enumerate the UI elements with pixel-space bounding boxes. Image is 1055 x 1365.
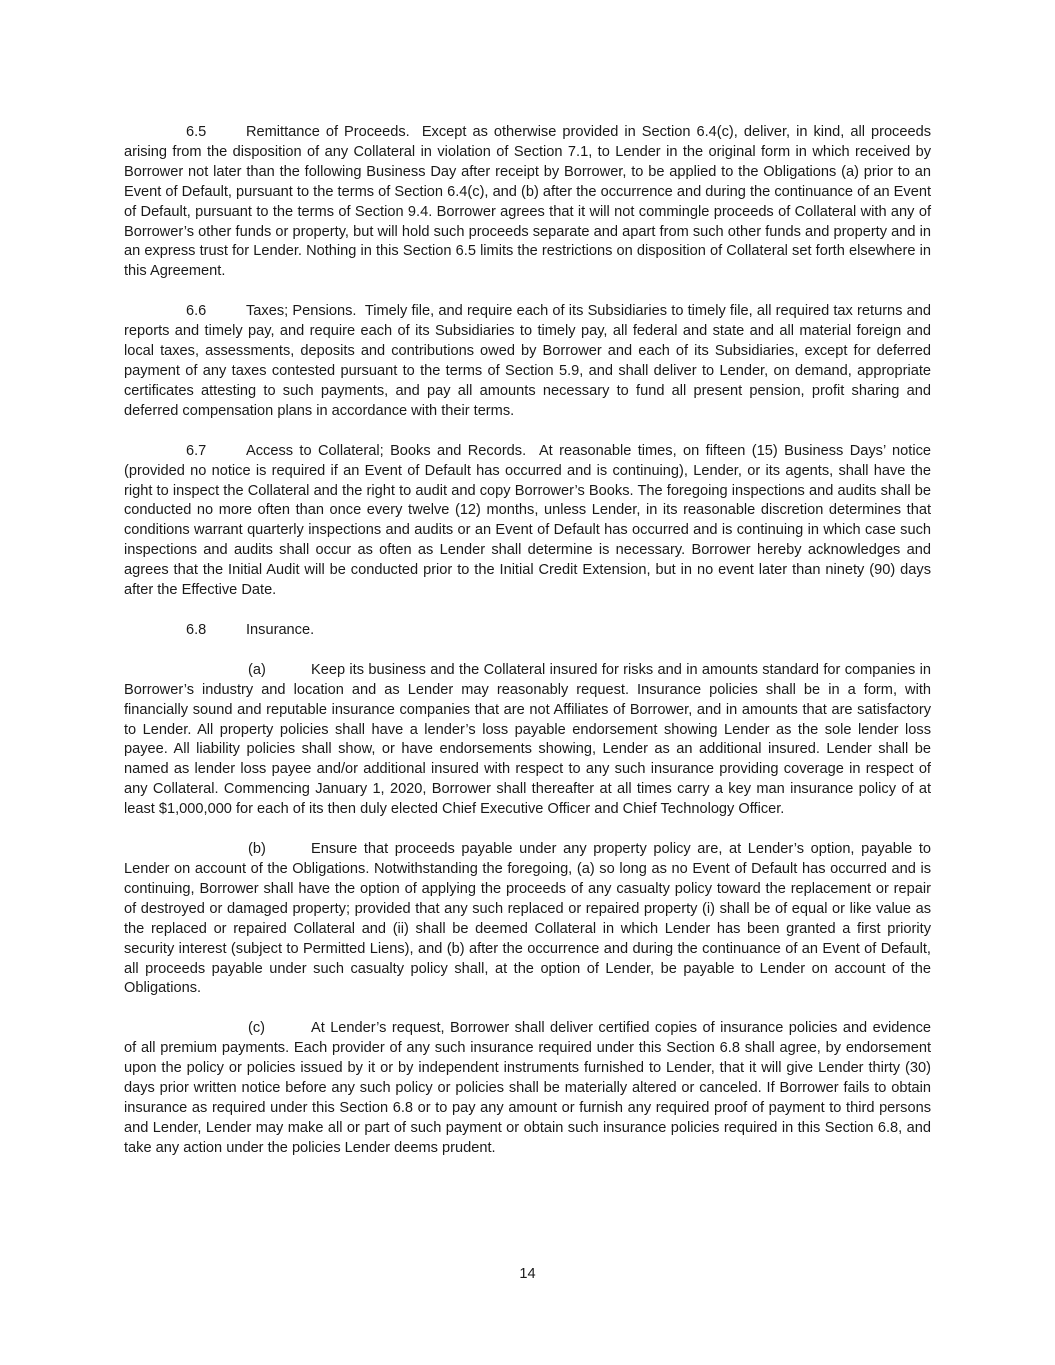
section-number: 6.8 [186, 621, 207, 638]
section-body: At reasonable times, on fifteen (15) Business Days’ notice (provided no notice is required if an Event of Default has occurred and is continuing), Lender, or its agents, shall have the right to inspect the Collateral and the right to audit and copy Borrower’s Books. The foregoing inspections and audits shall be conducted no more often than once every twelve (12) months, unless Lender, in its reasonable discretion determines that conditions warrant quarterly inspections and audits or an Event of Default has occurred and is continuing in which case such inspections and audits shall occur as often as Lender shall determine is necessary. Borrower hereby acknowledges and agrees that the Initial Audit will be conducted prior to the Initial Credit Extension, but in no event later than ninety (90) days after the Effective Date. [124, 442, 931, 599]
page-number: 14 [519, 1266, 536, 1282]
subsection-b [124, 840, 931, 999]
section-heading: Insurance. [246, 621, 315, 638]
section-heading: Taxes; Pensions. [246, 303, 357, 320]
document-page [124, 123, 931, 1179]
subsection-body: Keep its business and the Collateral insured for risks and in amounts standard for companies in Borrower’s industry and location and as Lender may reasonably request. Insurance policies shall be in a form, with financially sound and reputable insurance companies that are not Affiliates of Borrower, and in amounts that are satisfactory to Lender. All property policies shall have a lender’s loss payable endorsement showing Lender as the sole lender loss payee. All liability policies shall show, or have endorsements showing, Lender as an additional insured. Lender shall be named as lender loss payee and/or additional insured with respect to any such insurance providing coverage in respect of any Collateral. Commencing January 1, 2020, Borrower shall thereafter at all times carry a key man insurance policy of at least $1,000,000 for each of its then duly elected Chief Executive Officer and Chief Technology Officer. [124, 661, 931, 818]
section-6-5 [124, 123, 931, 282]
section-heading: Access to Collateral; Books and Records. [246, 442, 527, 459]
section-6-6 [124, 302, 931, 421]
subsection-letter: (b) [248, 841, 266, 858]
subsection-letter: (a) [248, 661, 266, 678]
subsection-a [124, 661, 931, 820]
subsection-c [124, 1019, 931, 1158]
section-number: 6.7 [186, 442, 207, 459]
section-number: 6.5 [186, 124, 207, 140]
section-6-8 [124, 621, 931, 641]
section-body: Except as otherwise provided in Section 6.4(c), deliver, in kind, all proceeds arising from the disposition of any Collateral in violation of Section 7.1, to Lender in the original form in which received by Borrower not later than the following Business Day after receipt by Borrower, to be applied to the Obligations (a) prior to an Event of Default, pursuant to the terms of Section 6.4(c), and (b) after the occurrence and during the continuance of an Event of Default, pursuant to the terms of Section 9.4. Borrower agrees that it will not commingle proceeds of Collateral with any of Borrower’s other funds or property, but will hold such proceeds separate and apart from such other funds and property and in an express trust for Lender. Nothing in this Section 6.5 limits the restrictions on disposition of Collateral set forth elsewhere in this Agreement. [124, 124, 932, 280]
subsection-letter: (c) [248, 1020, 266, 1037]
section-heading: Remittance of Proceeds. [246, 124, 410, 140]
section-6-7 [124, 442, 931, 601]
subsection-body: Ensure that proceeds payable under any property policy are, at Lender’s option, payable to Lender on account of the Obligations. Notwithstanding the foregoing, (a) so long as no Event of Default has occurred and is continuing, Borrower shall have the option of applying the proceeds of any casualty policy toward the replacement or repair of destroyed or damaged property; provided that any such replaced or repaired property (i) shall be of equal or like value as the replaced or repaired Collateral and (ii) shall be deemed Collateral in which Lender has been granted a first priority security interest (subject to Permitted Liens), and (b) after the occurrence and during the continuance of an Event of Default, all proceeds payable under such casualty policy shall, at the option of Lender, be payable to Lender on account of the Obligations. [124, 841, 931, 997]
subsection-body: At Lender’s request, Borrower shall deliver certified copies of insurance policies and evidence of all premium payments. Each provider of any such insurance required under this Section 6.8 shall agree, by endorsement upon the policy or policies issued by it or by independent instruments furnished to Lender, that it will give Lender thirty (30) days prior written notice before any such policy or policies shall be materially altered or canceled. If Borrower fails to obtain insurance as required under this Section 6.8 or to pay any amount or furnish any required proof of payment to third persons and Lender, Lender may make all or part of such payment or obtain such insurance policies required in this Section 6.8, and take any action under the policies Lender deems prudent. [124, 1020, 931, 1156]
section-number: 6.6 [186, 303, 207, 320]
section-body: Timely file, and require each of its Subsidiaries to timely file, all required tax returns and reports and timely pay, and require each of its Subsidiaries to timely pay, all federal and state and all material foreign and local taxes, assessments, deposits and contributions owed by Borrower and each of its Subsidiaries, except for deferred payment of any taxes contested pursuant to the terms of Section 5.9, and shall deliver to Lender, on demand, appropriate certificates attesting to such payments, and pay all amounts necessary to fund all present pension, profit sharing and deferred compensation plans in accordance with their terms. [124, 303, 932, 419]
